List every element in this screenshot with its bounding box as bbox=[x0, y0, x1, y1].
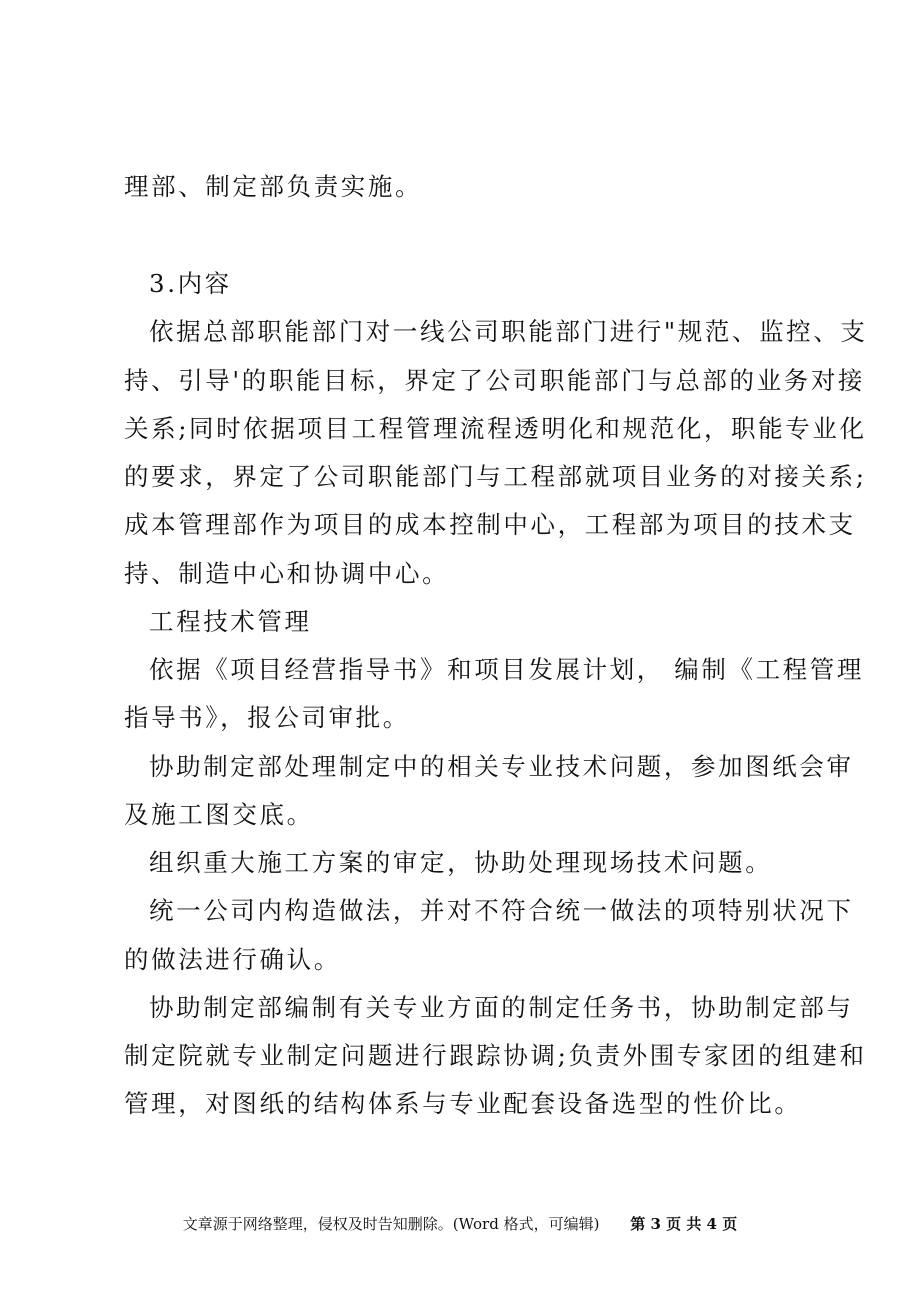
paragraph-line: 持、引导'的职能目标，界定了公司职能部门与总部的业务对接 bbox=[124, 366, 866, 395]
paragraph-line: 管理，对图纸的结构体系与专业配套设备选型的性价比。 bbox=[124, 1089, 802, 1118]
page-number: 第 3 页 共 4 页 bbox=[630, 1215, 738, 1233]
paragraph-line: 制定院就专业制定问题进行跟踪协调;负责外围专家团的组建和 bbox=[124, 1041, 867, 1070]
footer-note: 文章源于网络整理，侵权及时告知删除。(Word 格式，可编辑) bbox=[182, 1215, 600, 1233]
paragraph-line: 关系;同时依据项目工程管理流程透明化和规范化，职能专业化 bbox=[124, 414, 867, 443]
paragraph-line: 统一公司内构造做法，并对不符合统一做法的项特别状况下 bbox=[149, 896, 854, 925]
paragraph-line: 的做法进行确认。 bbox=[124, 945, 341, 974]
paragraph-line: 依据《项目经营指导书》和项目发展计划， 编制《工程管理 bbox=[149, 655, 864, 684]
section-heading: 工程技术管理 bbox=[149, 607, 312, 636]
paragraph-line: 依据总部职能部门对一线公司职能部门进行"规范、监控、支 bbox=[149, 317, 868, 346]
paragraph-line: 指导书》，报公司审批。 bbox=[124, 703, 410, 732]
paragraph-line: 协助制定部处理制定中的相关专业技术问题，参加图纸会审 bbox=[149, 752, 854, 781]
page-footer bbox=[0, 1214, 920, 1234]
paragraph-line: 成本管理部作为项目的成本控制中心，工程部为项目的技术支 bbox=[124, 510, 856, 539]
paragraph-line: 的要求，界定了公司职能部门与工程部就项目业务的对接关系; bbox=[124, 462, 867, 491]
section-heading: 3.内容 bbox=[149, 269, 232, 298]
paragraph-line: 及施工图交底。 bbox=[124, 800, 314, 829]
paragraph-line: 理部、制定部负责实施。 bbox=[124, 172, 423, 201]
paragraph-line: 协助制定部编制有关专业方面的制定任务书，协助制定部与 bbox=[149, 993, 854, 1022]
paragraph-line: 组织重大施工方案的审定，协助处理现场技术问题。 bbox=[149, 848, 773, 877]
paragraph-line: 持、制造中心和协调中心。 bbox=[124, 559, 450, 588]
